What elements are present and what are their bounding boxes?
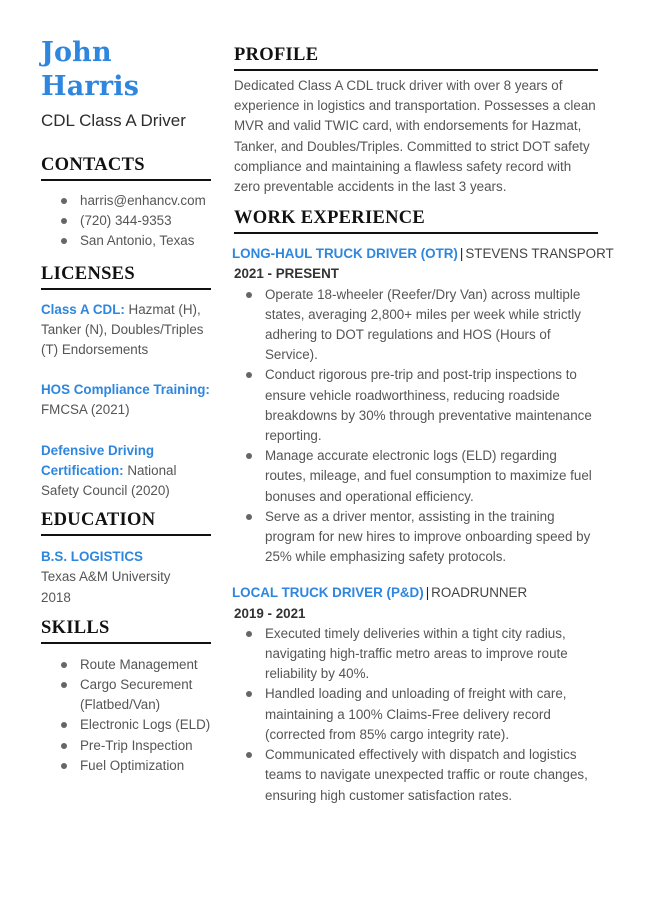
job-dates: 2021 - PRESENT	[234, 266, 339, 282]
skill-item: Cargo Securement (Flatbed/Van)	[41, 675, 211, 715]
separator: |	[425, 585, 430, 601]
bullet-icon	[61, 218, 67, 224]
section-heading-licenses: LICENSES	[41, 263, 211, 290]
license-text: FMCSA (2021)	[41, 402, 130, 418]
bullet-icon	[246, 453, 252, 459]
bullet-icon	[246, 372, 252, 378]
job-company: ROADRUNNER	[431, 585, 528, 601]
license-text: Hazmat (H), Tanker (N), Doubles/Triples (T) Endorsements	[41, 301, 204, 358]
job-header	[232, 244, 614, 264]
contact-phone[interactable]: (720) 344-9353	[41, 211, 211, 231]
section-heading-work-experience: WORK EXPERIENCE	[234, 207, 598, 234]
education-section	[41, 509, 211, 608]
contact-location: San Antonio, Texas	[41, 231, 211, 251]
contacts-list	[41, 191, 211, 252]
section-heading-education: EDUCATION	[41, 509, 211, 536]
bullet-icon	[61, 198, 67, 204]
section-heading-skills: SKILLS	[41, 617, 211, 644]
job-position: LOCAL TRUCK DRIVER (P&D)	[232, 585, 424, 601]
skill-item: Pre-Trip Inspection	[41, 736, 211, 756]
job-bullet: Serve as a driver mentor, assisting in the training program for new hires to improve onboarding speed by 25% while emphasizing safety protocols.	[234, 507, 598, 568]
first-name: John	[41, 37, 112, 68]
bullet-icon	[61, 662, 67, 668]
school: Texas A&M University	[41, 569, 171, 585]
license-label: HOS Compliance Training:	[41, 382, 210, 398]
bullet-icon	[61, 722, 67, 728]
last-name: Harris	[41, 71, 140, 102]
section-heading-profile: PROFILE	[234, 44, 598, 71]
job-bullet: Manage accurate electronic logs (ELD) regarding routes, mileage, and fuel consumption to maximize fuel bonuses and operational efficiency.	[234, 446, 598, 507]
job-bullets	[234, 624, 598, 806]
licenses-section	[41, 263, 211, 502]
experience-section	[232, 207, 614, 805]
job-bullet: Communicated effectively with dispatch and logistics teams to navigate unexpected traffic or route changes, ensuring high customer satisfaction rates.	[234, 745, 598, 806]
name-block	[41, 36, 211, 104]
left-column	[41, 36, 211, 776]
license-label: Defensive Driving Certification:	[41, 442, 155, 478]
job-title: CDL Class A Driver	[41, 111, 186, 130]
bullet-icon	[61, 743, 67, 749]
skills-section	[41, 617, 211, 776]
right-column	[232, 44, 614, 806]
license-label: Class A CDL:	[41, 301, 125, 317]
profile-section	[234, 44, 598, 197]
job-position: LONG-HAUL TRUCK DRIVER (OTR)	[232, 246, 458, 262]
profile-summary: Dedicated Class A CDL truck driver with over 8 years of experience in logistics and transportation. Possesses a clean MVR and valid TWIC card, with endorsements for Hazmat, Tanker, and Doubles/Triples. Committed to strict DOT safety compliance and maintaining a flawless safety record with zero preventable accidents in the last 3 years.	[234, 78, 596, 195]
job-bullet: Executed timely deliveries within a tight city radius, navigating high-traffic metro areas to improve route reliability by 40%.	[234, 624, 598, 685]
bullet-icon	[246, 691, 252, 697]
job-bullets	[234, 285, 598, 568]
job-dates: 2019 - 2021	[234, 605, 306, 621]
skill-item: Electronic Logs (ELD)	[41, 715, 211, 735]
job-entry	[232, 244, 614, 567]
job-header	[232, 583, 598, 603]
degree: B.S. LOGISTICS	[41, 549, 143, 565]
graduation-year: 2018	[41, 589, 71, 605]
license-item	[41, 380, 211, 420]
skill-item: Route Management	[41, 655, 211, 675]
section-heading-contacts: CONTACTS	[41, 154, 211, 181]
skill-item: Fuel Optimization	[41, 756, 211, 776]
separator: |	[459, 246, 464, 262]
bullet-icon	[246, 752, 252, 758]
bullet-icon	[61, 238, 67, 244]
license-item	[41, 441, 211, 502]
skills-list	[41, 655, 211, 776]
bullet-icon	[246, 292, 252, 298]
job-company: STEVENS TRANSPORT	[465, 246, 614, 262]
contact-email[interactable]: harris@enhancv.com	[41, 191, 211, 211]
license-item	[41, 300, 211, 361]
job-entry	[234, 583, 598, 805]
contacts-section	[41, 154, 211, 252]
bullet-icon	[61, 682, 67, 688]
job-bullet: Operate 18-wheeler (Reefer/Dry Van) across multiple states, averaging 2,800+ miles per week while strictly adhering to DOT regulations and HOS (Hours of Service).	[234, 285, 598, 366]
license-text: National Safety Council (2020)	[41, 462, 177, 499]
job-bullet: Conduct rigorous pre-trip and post-trip inspections to ensure vehicle roadworthiness, reducing roadside breakdowns by 30% through preventative maintenance reporting.	[234, 365, 598, 446]
bullet-icon	[246, 631, 252, 637]
bullet-icon	[246, 514, 252, 520]
bullet-icon	[61, 763, 67, 769]
job-bullet: Handled loading and unloading of freight with care, maintaining a 100% Claims-Free delivery record (corrected from 85% cargo integrity rate).	[234, 684, 598, 745]
